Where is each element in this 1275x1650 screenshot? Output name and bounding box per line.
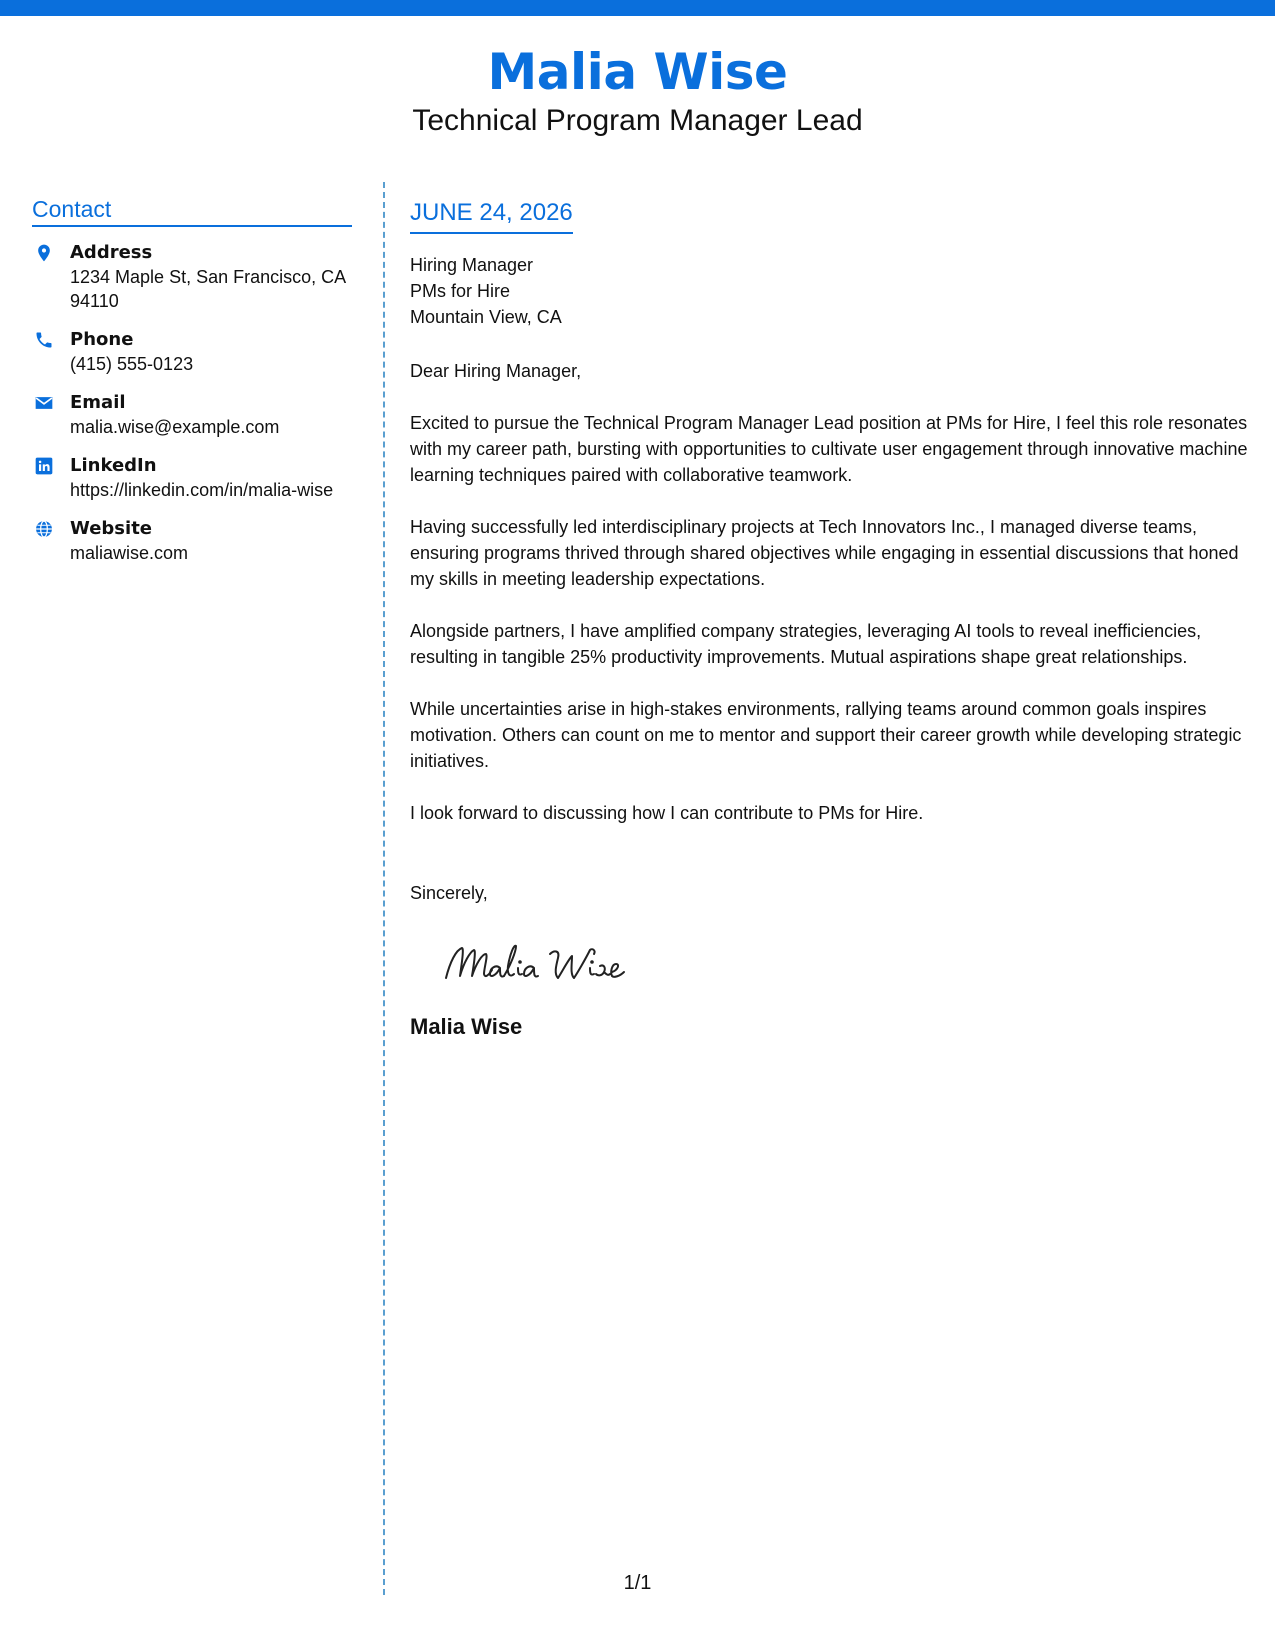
recipient-name: Hiring Manager xyxy=(410,255,534,275)
paragraph: Excited to pursue the Technical Program Manager Lead position at PMs for Hire, I feel this role resonates with my career path, bursting with opportunities to cultivate user engagement through innovative machine learning techniques paired with collaborative teamwork. xyxy=(410,413,1248,485)
contact-item-email xyxy=(32,391,352,439)
linkedin-icon xyxy=(34,456,54,476)
email-icon xyxy=(34,393,54,413)
letter-body xyxy=(410,198,1250,1041)
contact-label-phone: Phone xyxy=(70,329,134,350)
contact-item-linkedin xyxy=(32,454,352,502)
applicant-job-title: Technical Program Manager Lead xyxy=(412,104,863,137)
letter-header xyxy=(0,40,1275,140)
contact-list xyxy=(32,241,352,565)
contact-value-address: 1234 Maple St, San Francisco, CA 94110 xyxy=(70,267,346,311)
contact-label-email: Email xyxy=(70,392,126,413)
signer-name: Malia Wise xyxy=(410,1014,523,1039)
contact-value-email[interactable]: malia.wise@example.com xyxy=(70,417,280,437)
letter-date: JUNE 24, 2026 xyxy=(410,198,573,234)
closing: Sincerely, xyxy=(410,883,488,903)
contact-label-address: Address xyxy=(70,242,153,263)
contact-label-linkedin: LinkedIn xyxy=(70,455,157,476)
paragraph: Having successfully led interdisciplinary projects at Tech Innovators Inc., I managed diverse teams, ensuring programs thrived through shared objectives while engaging in essential discussions that honed my skills in meeting leadership expectations. xyxy=(410,517,1239,589)
contact-item-website xyxy=(32,517,352,565)
map-pin-icon xyxy=(34,243,54,263)
contact-item-phone xyxy=(32,328,352,376)
phone-icon xyxy=(34,330,54,350)
salutation: Dear Hiring Manager, xyxy=(410,361,582,381)
top-accent-bar xyxy=(0,0,1275,16)
column-divider xyxy=(383,182,385,1595)
applicant-name: Malia Wise xyxy=(487,43,788,101)
recipient-location: Mountain View, CA xyxy=(410,307,562,327)
signature-image xyxy=(440,932,650,992)
paragraph: I look forward to discussing how I can contribute to PMs for Hire. xyxy=(410,803,924,823)
contact-value-website[interactable]: maliawise.com xyxy=(70,543,189,563)
contact-item-address xyxy=(32,241,352,313)
contact-value-linkedin[interactable]: https://linkedin.com/in/malia-wise xyxy=(70,480,334,500)
contact-sidebar xyxy=(32,196,352,580)
page-number: 1/1 xyxy=(623,1572,652,1594)
contact-label-website: Website xyxy=(70,518,153,539)
paragraph: While uncertainties arise in high-stakes environments, rallying teams around common goals inspires motivation. Others can count on me to mentor and support their career growth while developing strategic initiatives. xyxy=(410,699,1242,771)
recipient-block xyxy=(410,252,1250,330)
contact-heading: Contact xyxy=(32,196,352,227)
paragraph: Alongside partners, I have amplified company strategies, leveraging AI tools to reveal inefficiencies, resulting in tangible 25% productivity improvements. Mutual aspirations shape great relationships. xyxy=(410,621,1202,667)
recipient-company: PMs for Hire xyxy=(410,281,511,301)
globe-icon xyxy=(34,519,54,539)
contact-value-phone: (415) 555-0123 xyxy=(70,354,194,374)
